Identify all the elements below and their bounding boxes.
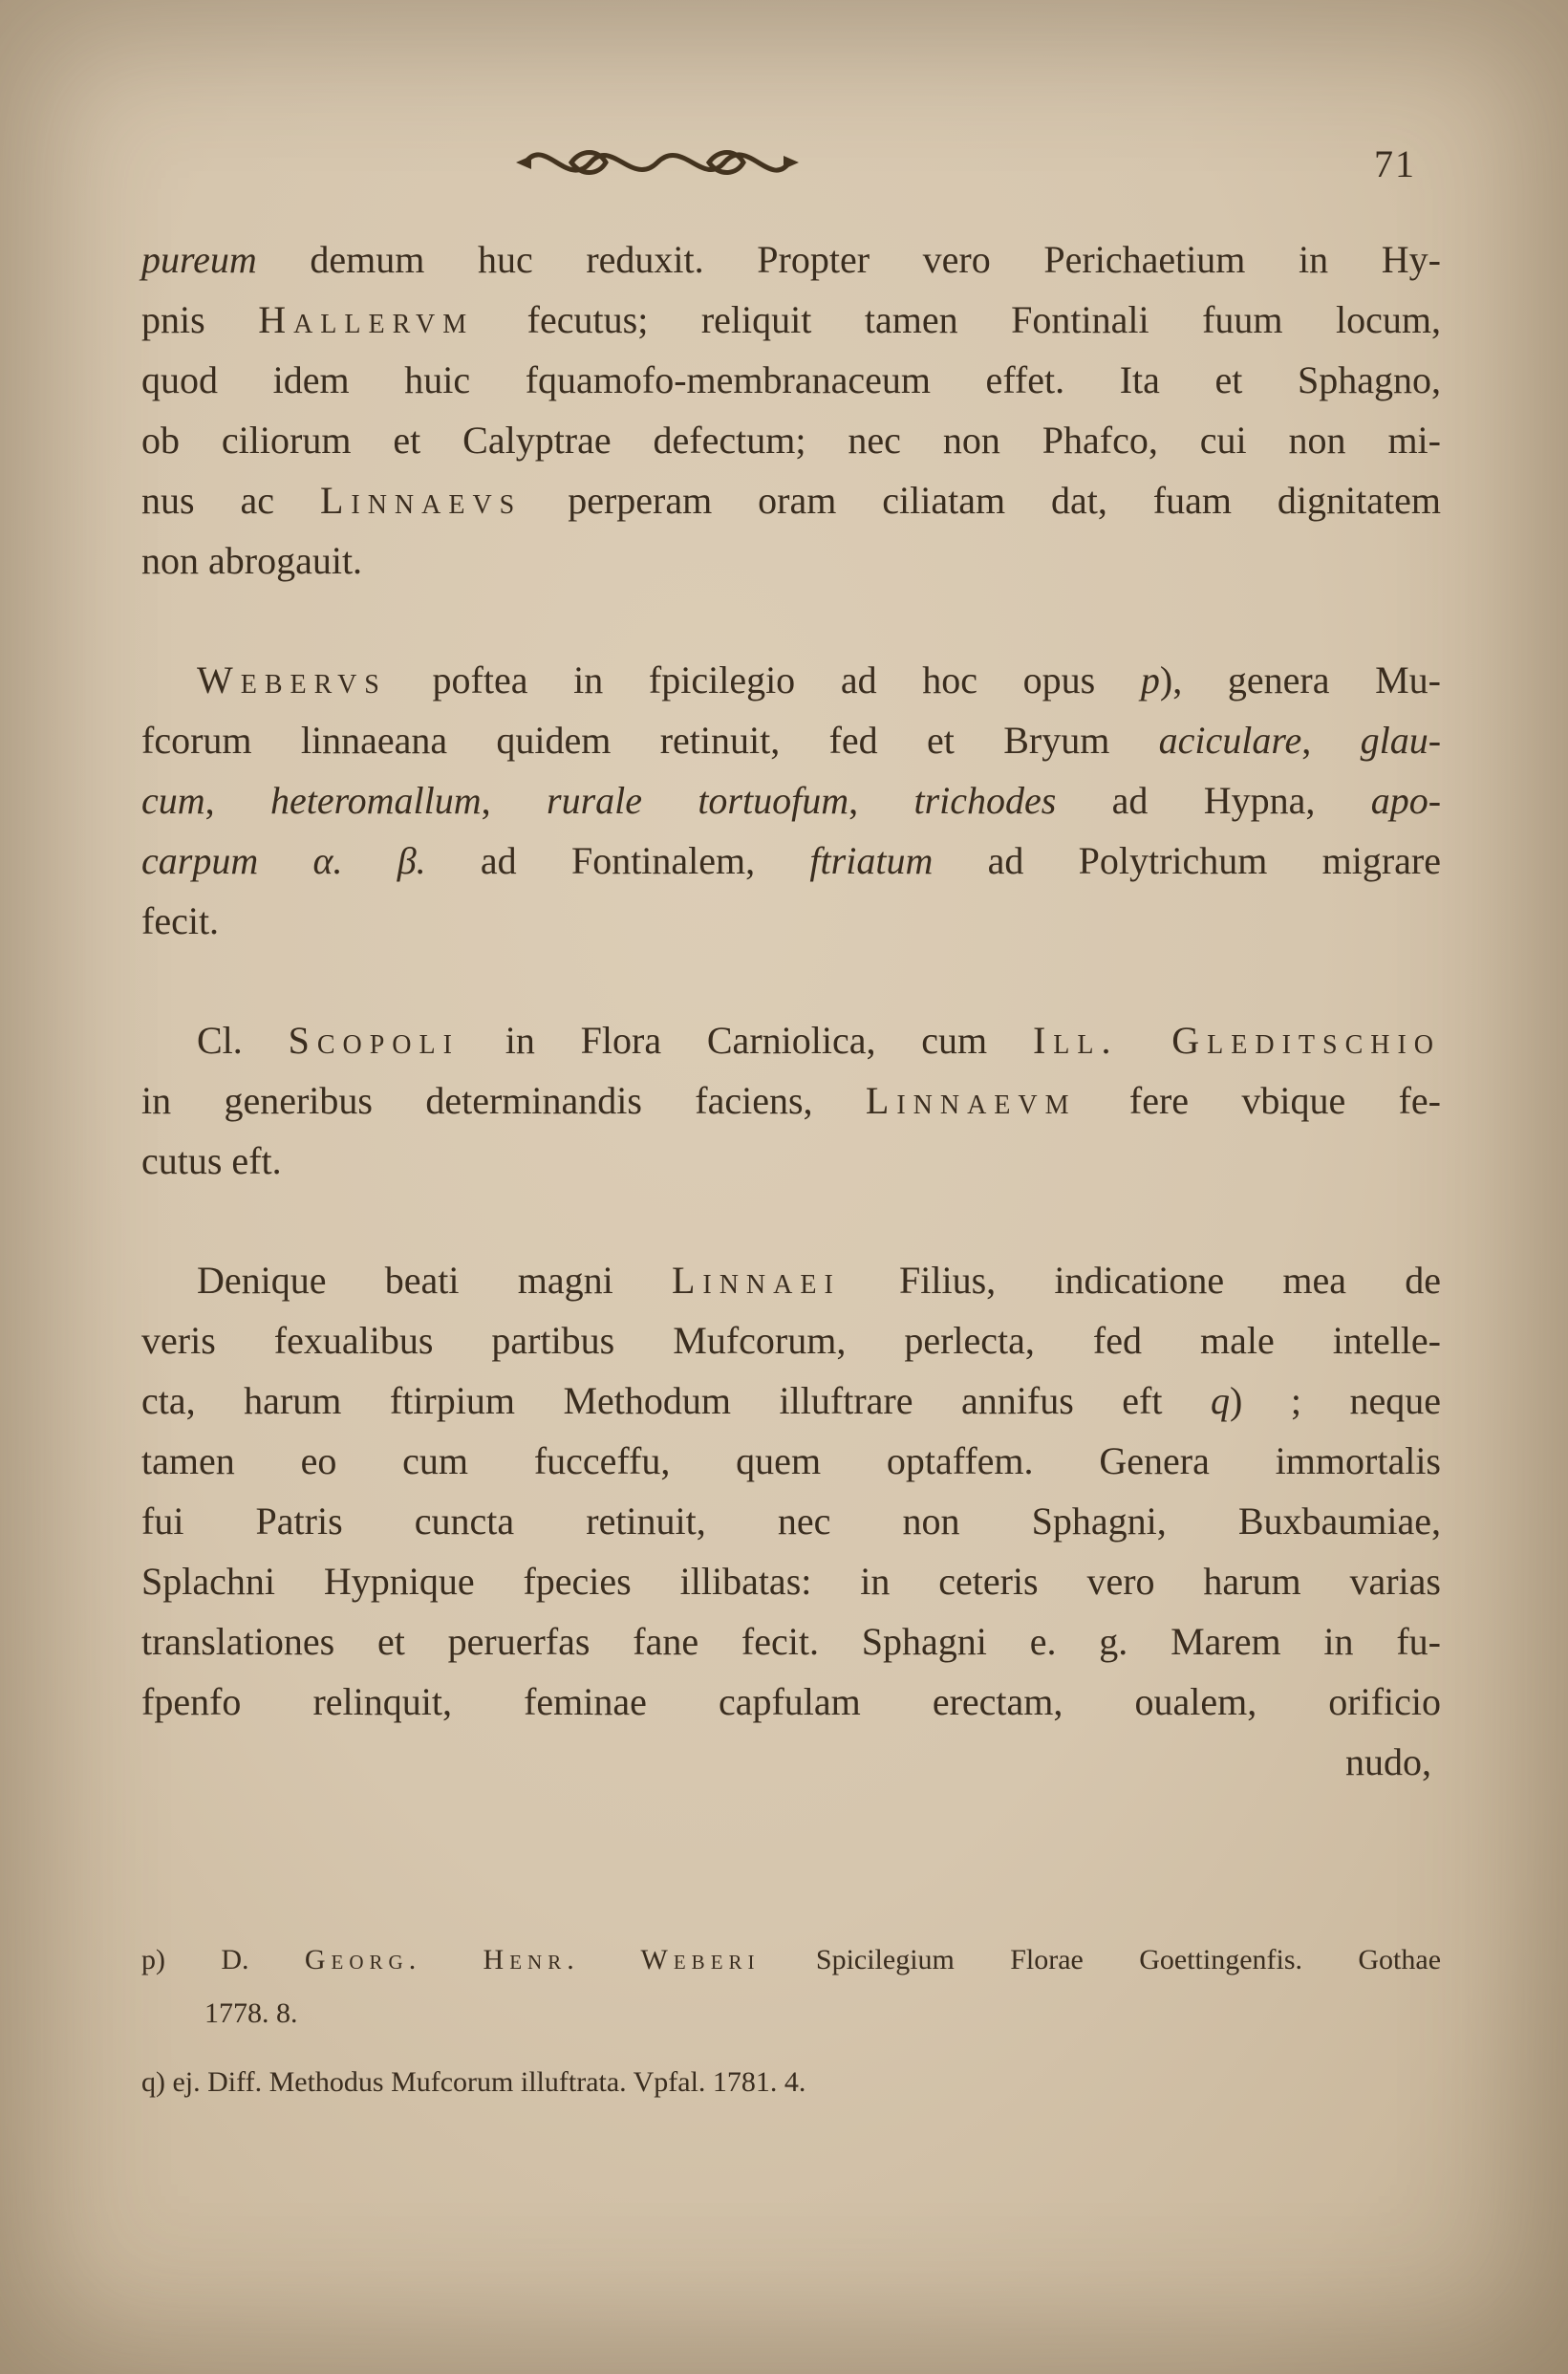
text-line: in generibus determinandis faciens, Linnaevm fere vbique fe- [141, 1079, 1441, 1122]
text-line: fcorum linnaeana quidem retinuit, fed et Bryum aciculare, glau- [141, 719, 1442, 762]
printer-ornament-icon [514, 140, 801, 190]
text-line: Webervs poftea in fpicilegio ad hoc opus p), genera Mu- [197, 658, 1441, 701]
text-line: cutus eft. [141, 1139, 282, 1182]
text-line: fui Patris cuncta retinuit, nec non Sphagni, Buxbaumiae, [141, 1500, 1441, 1543]
text-line: tamen eo cum fucceffu, quem optaffem. Genera immortalis [141, 1439, 1441, 1482]
footnote-line: 1778. 8. [204, 1997, 298, 2029]
text-line: ob ciliorum et Calyptrae defectum; nec non Phafco, cui non mi- [141, 419, 1441, 462]
footnote [141, 1933, 1441, 2040]
text-block [141, 134, 1441, 2125]
text-line: pureum demum huc reduxit. Propter vero Perichaetium in Hy- [141, 238, 1441, 281]
text-line: Cl. Scopoli in Flora Carniolica, cum Ill. Gleditschio [197, 1019, 1442, 1062]
text-line: veris fexualibus partibus Mufcorum, perlecta, fed male intelle- [141, 1319, 1441, 1362]
page-header [141, 134, 1441, 205]
text-line: carpum α. β. ad Fontinalem, ftriatum ad Polytrichum migrare [141, 839, 1442, 882]
footnote-line: q) ej. Diff. Methodus Mufcorum illuftrata. Vpfal. 1781. 4. [141, 2066, 806, 2098]
text-line: fpenfo relinquit, feminae capfulam erectam, oualem, orificio [141, 1680, 1441, 1723]
text-line: translationes et peruerfas fane fecit. Sphagni e. g. Marem in fu- [141, 1620, 1441, 1663]
text-line: pnis Hallervm fecutus; reliquit tamen Fontinali fuum locum, [141, 298, 1442, 341]
paragraph [141, 1250, 1441, 1792]
text-line: cta, harum ftirpium Methodum illuftrare annifus eft q) ; neque [141, 1379, 1441, 1422]
text-line: quod idem huic fquamofo-membranaceum effet. Ita et Sphagno, [141, 358, 1441, 401]
page-number: 71 [1374, 142, 1416, 185]
footnote-line: p) D. Georg. Henr. Weberi Spicilegium Florae Goettingenfis. Gothae [141, 1944, 1442, 1975]
text-line: fecit. [141, 899, 220, 942]
paragraph [141, 650, 1441, 951]
text-line: nus ac Linnaevs perperam oram ciliatam dat, fuam dignitatem [141, 479, 1441, 522]
paragraph [141, 229, 1441, 591]
footnote [141, 2056, 1441, 2109]
page-body [141, 229, 1441, 2109]
paragraph [141, 1010, 1441, 1191]
text-line: non abrogauit. [141, 539, 363, 582]
footnotes [141, 1933, 1441, 2109]
catchword: nudo, [1345, 1740, 1431, 1783]
text-line: Splachni Hypnique fpecies illibatas: in ceteris vero harum varias [141, 1560, 1441, 1603]
text-line: Denique beati magni Linnaei Filius, indicatione mea de [197, 1259, 1441, 1302]
text-line: cum, heteromallum, rurale tortuofum, trichodes ad Hypna, apo- [141, 779, 1442, 822]
